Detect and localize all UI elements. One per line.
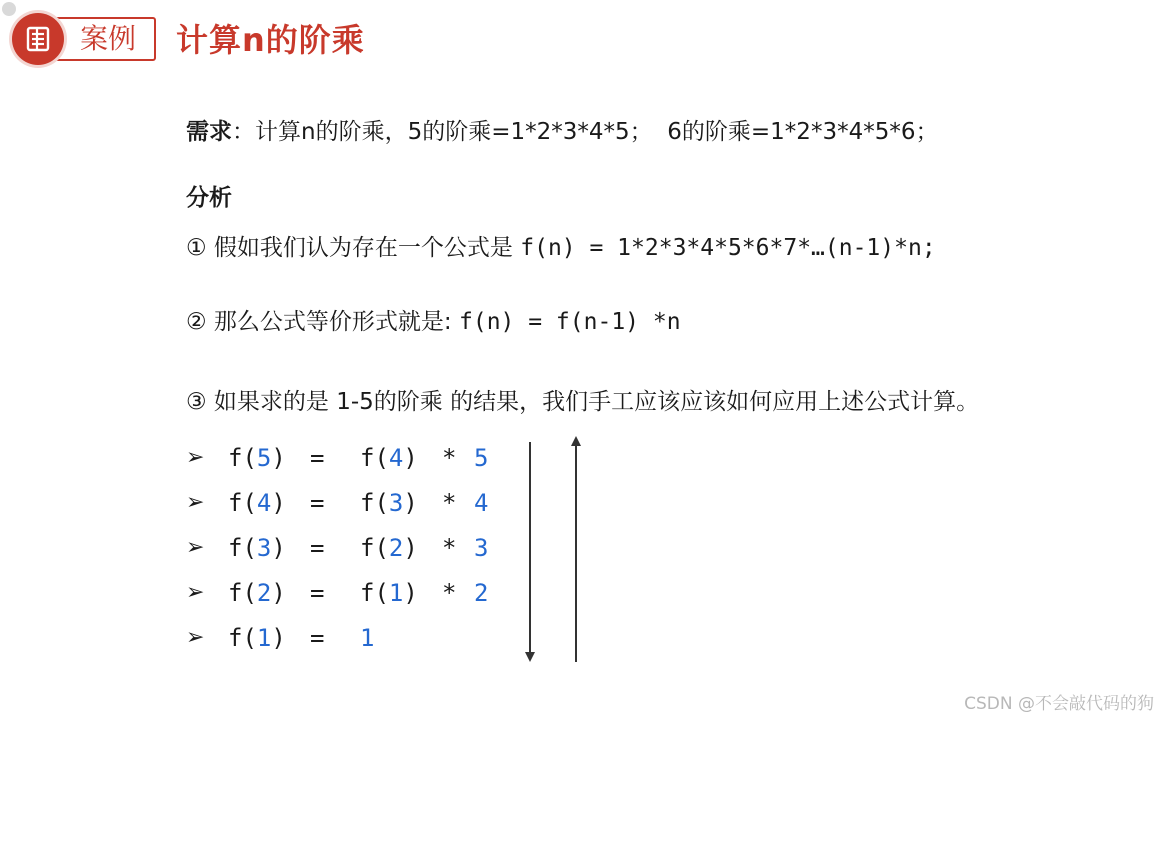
recursion-row-2 [186, 573, 489, 613]
badge-label: 案例 [80, 22, 137, 55]
row-lhs: f(4) [228, 489, 286, 517]
row-rhs: f(2) [360, 534, 418, 562]
row-multiply: * [442, 489, 457, 517]
row-lhs: f(2) [228, 579, 286, 607]
row-multiply: * [442, 534, 457, 562]
case-badge [14, 17, 158, 65]
badge-circle [12, 13, 64, 65]
row-base-value: 1 [360, 624, 375, 652]
row-multiply: * [442, 444, 457, 472]
window-corner-dot [2, 2, 16, 16]
requirement-label: 需求 [186, 119, 232, 145]
row-equals: = [310, 489, 325, 517]
row-factor: 3 [474, 534, 489, 562]
document-icon [26, 26, 50, 52]
step1-formula: f(n) = 1*2*3*4*5*6*7*…(n-1)*n; [520, 235, 936, 261]
row-lhs: f(3) [228, 534, 286, 562]
page-title: 计算n的阶乘 [176, 21, 365, 59]
bullet-arrow-icon: ➢ [186, 580, 205, 605]
requirement-line [186, 116, 938, 148]
row-lhs: f(1) [228, 624, 286, 652]
bullet-arrow-icon: ➢ [186, 535, 205, 560]
requirement-text: ：计算n的阶乘，5的阶乘=1*2*3*4*5； 6的阶乘=1*2*3*4*5*6； [232, 119, 939, 145]
row-rhs: f(4) [360, 444, 418, 472]
bullet-arrow-icon: ➢ [186, 625, 205, 650]
row-multiply: * [442, 579, 457, 607]
row-rhs: f(1) [360, 579, 418, 607]
row-equals: = [310, 534, 325, 562]
row-rhs: f(3) [360, 489, 418, 517]
analysis-step-3: ③ 如果求的是 1-5的阶乘 的结果，我们手工应该应该如何应用上述公式计算。 [186, 389, 980, 415]
row-lhs: f(5) [228, 444, 286, 472]
recursion-row-5 [186, 438, 489, 478]
row-factor: 5 [474, 444, 489, 472]
bullet-arrow-icon: ➢ [186, 445, 205, 470]
step2-formula: f(n) = f(n-1) *n [459, 309, 681, 335]
row-factor: 4 [474, 489, 489, 517]
bullet-arrow-icon: ➢ [186, 490, 205, 515]
row-equals: = [310, 624, 325, 652]
row-equals: = [310, 444, 325, 472]
recursion-row-3 [186, 528, 489, 568]
down-arrow [525, 442, 535, 662]
row-equals: = [310, 579, 325, 607]
recursion-row-4 [186, 483, 489, 523]
watermark: CSDN @不会敲代码的狗 [964, 694, 1154, 714]
analysis-heading: 分析 [186, 185, 232, 211]
analysis-step-1 [186, 232, 936, 264]
step1-text: ① 假如我们认为存在一个公式是 [186, 235, 521, 261]
up-arrow [571, 436, 581, 662]
recursion-row-1 [186, 618, 375, 658]
row-factor: 2 [474, 579, 489, 607]
step2-text: ② 那么公式等价形式就是: [186, 309, 459, 335]
analysis-step-2 [186, 306, 681, 338]
